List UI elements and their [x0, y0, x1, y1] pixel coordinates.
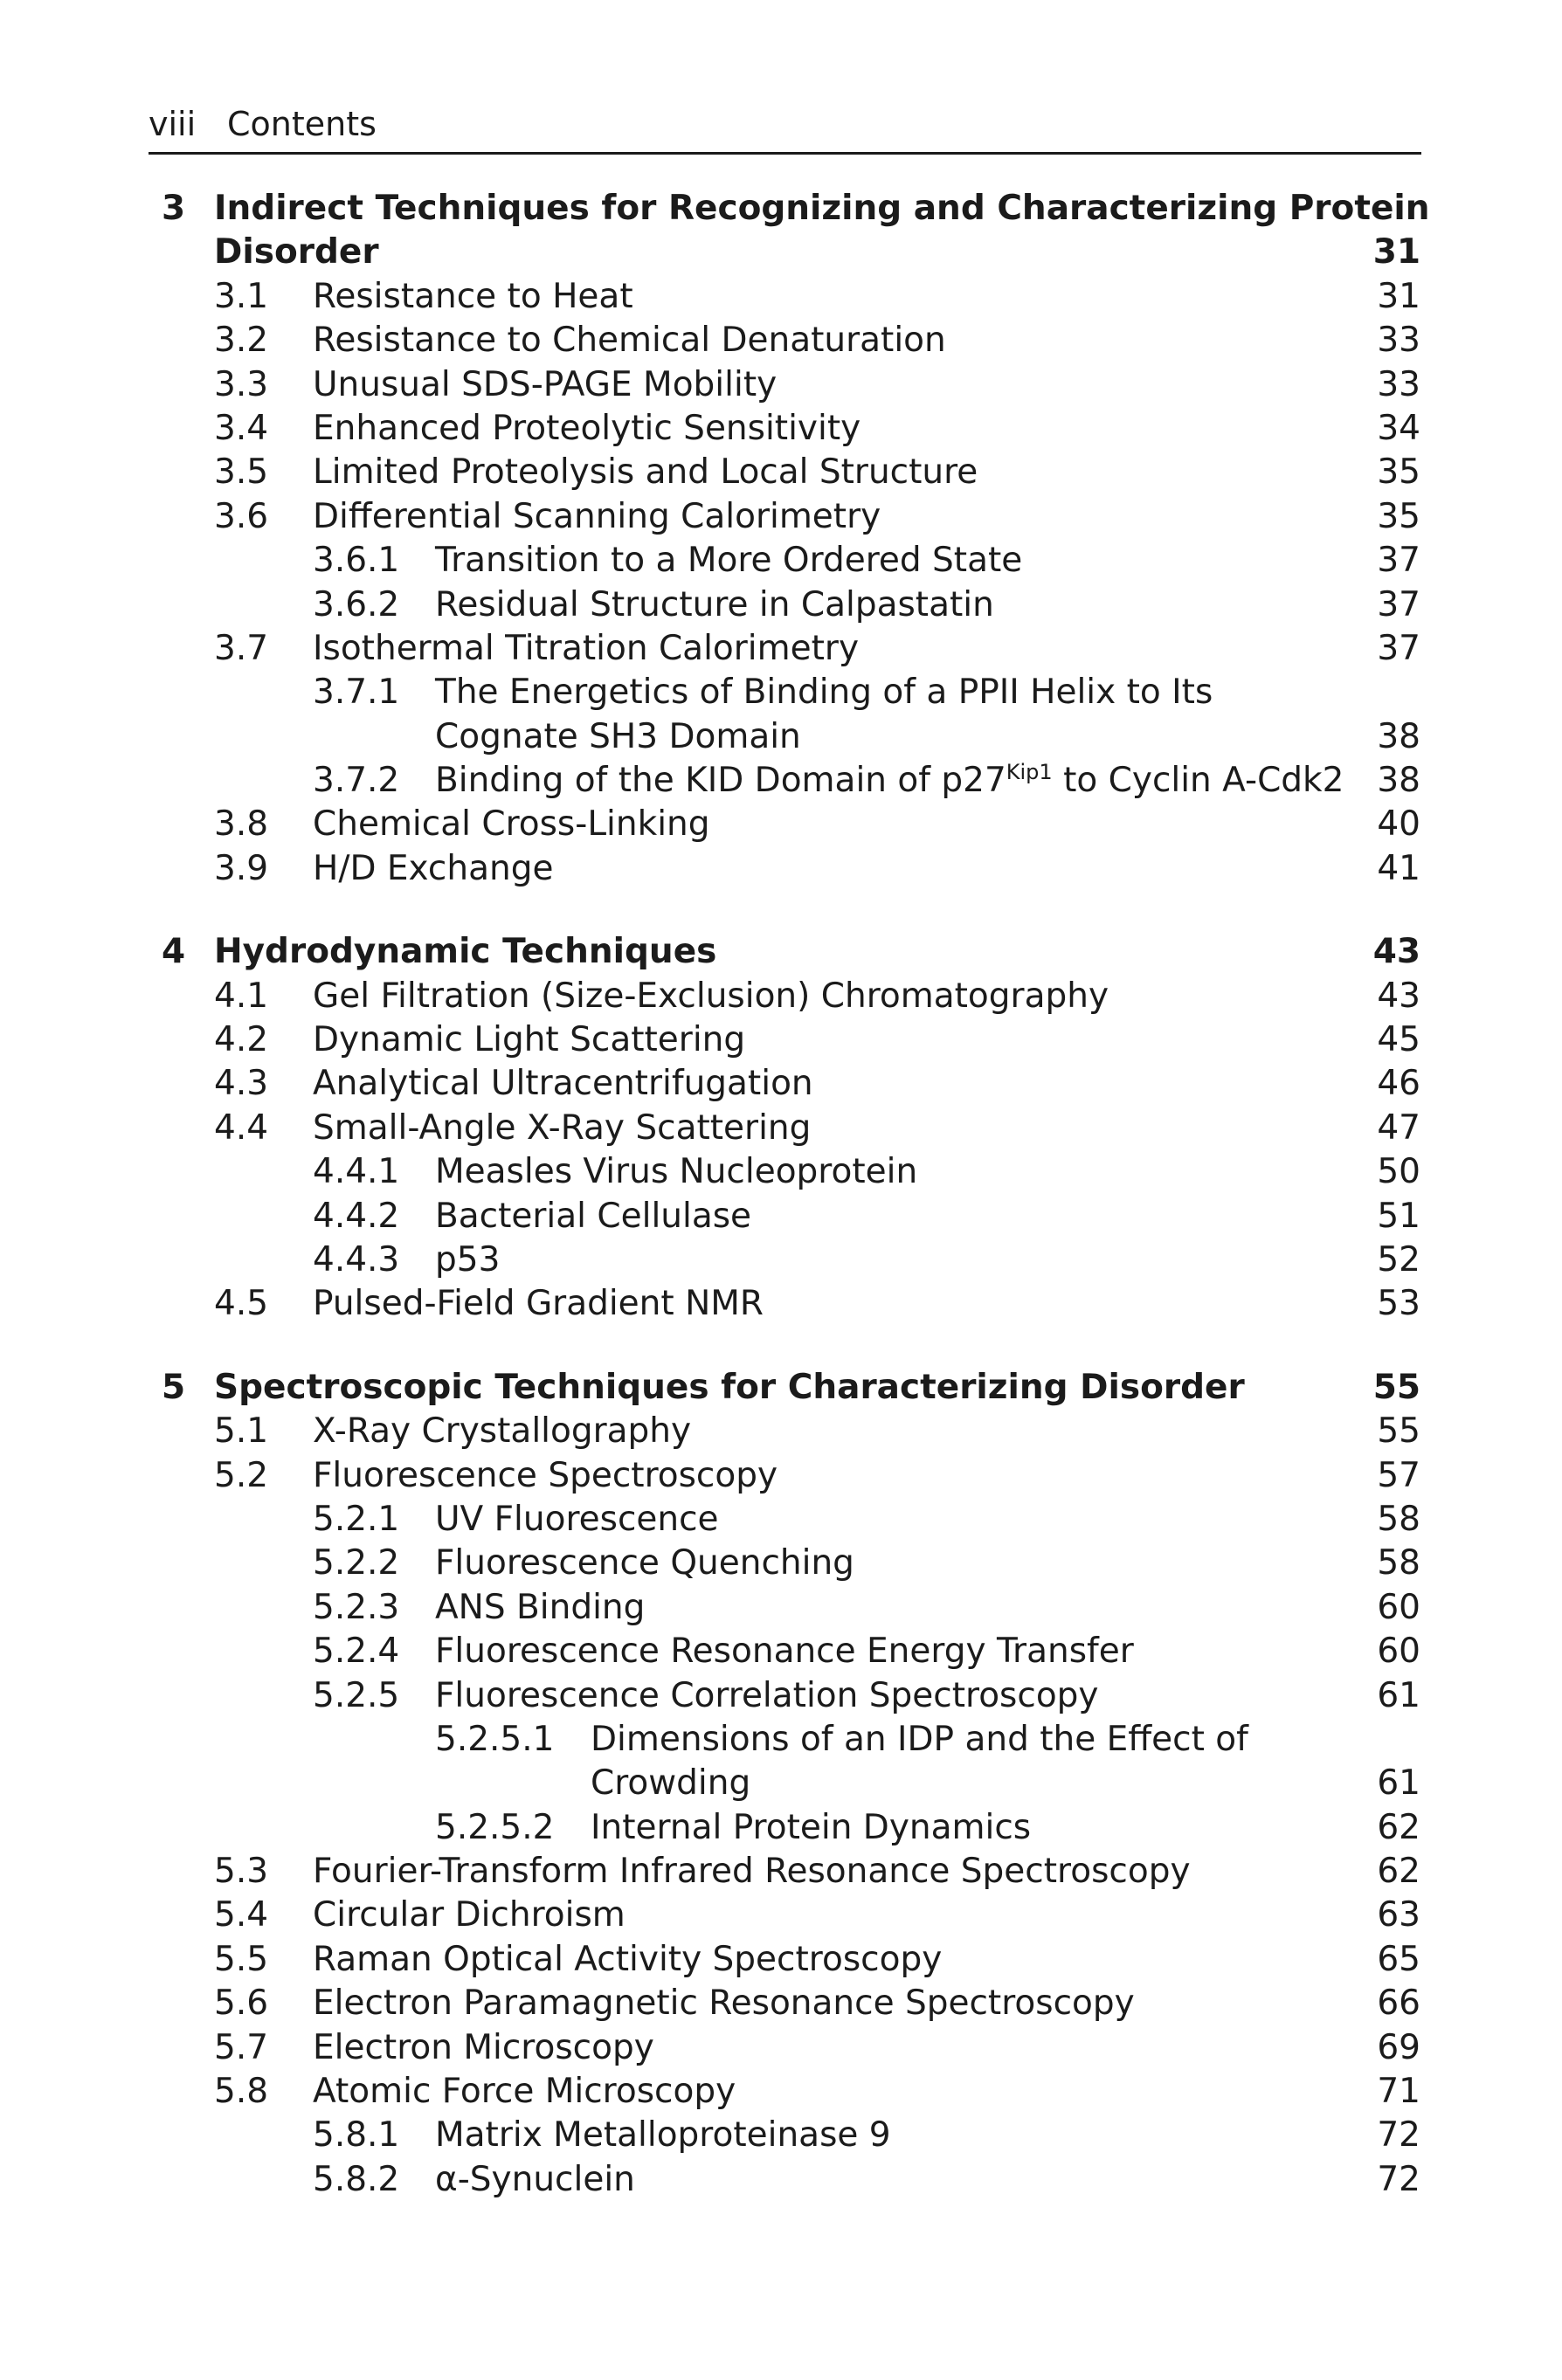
page-ref: 41	[1377, 848, 1420, 888]
section-number: 5.7	[214, 2027, 269, 2067]
toc-entry-5-2-3[interactable]	[0, 1586, 1562, 1630]
section-number: 3.9	[214, 848, 269, 888]
section-title: Raman Optical Activity Spectroscopy	[313, 1939, 943, 1979]
toc-chapter-4[interactable]	[0, 930, 1562, 974]
toc-entry-3-7-2[interactable]	[0, 759, 1562, 803]
section-number: 5.2.5.1	[435, 1719, 555, 1759]
chapter-title-cont: Disorder	[214, 232, 379, 272]
section-number: 3.7.2	[313, 761, 400, 801]
section-title: Transition to a More Ordered State	[435, 541, 1023, 581]
section-number: 4.3	[214, 1064, 269, 1104]
section-number: 5.8.1	[313, 2115, 400, 2156]
toc-entry-3-1[interactable]	[0, 275, 1562, 319]
section-title: Limited Proteolysis and Local Structure	[313, 452, 978, 493]
page-ref: 58	[1377, 1499, 1420, 1539]
section-number: 5.2.2	[313, 1543, 400, 1583]
toc-entry-5-3[interactable]	[0, 1850, 1562, 1894]
page-ref: 31	[1377, 276, 1420, 316]
section-number: 5.8.2	[313, 2159, 400, 2199]
toc-chapter-3[interactable]	[0, 187, 1562, 231]
page-ref: 51	[1377, 1196, 1420, 1236]
page-title: Contents	[227, 105, 377, 143]
page-ref: 31	[1372, 232, 1420, 272]
section-title: The Energetics of Binding of a PPII Helix to Its	[435, 673, 1213, 713]
section-number: 5.3	[214, 1852, 269, 1892]
page-ref: 62	[1377, 1807, 1420, 1847]
page-ref: 40	[1377, 804, 1420, 845]
chapter-title: Spectroscopic Techniques for Characterizing Disorder	[214, 1367, 1245, 1407]
page-ref: 63	[1377, 1895, 1420, 1935]
toc-entry-4-4-1[interactable]	[0, 1150, 1562, 1194]
section-title: Analytical Ultracentrifugation	[313, 1064, 813, 1104]
toc-entry-3-2[interactable]	[0, 319, 1562, 362]
page-ref: 34	[1377, 408, 1420, 448]
toc-entry-3-7[interactable]	[0, 627, 1562, 671]
toc-entry-5-1[interactable]	[0, 1410, 1562, 1453]
toc-entry-5-5[interactable]	[0, 1938, 1562, 1982]
page-ref: 69	[1377, 2027, 1420, 2067]
page-ref: 72	[1377, 2159, 1420, 2199]
section-number: 3.8	[214, 804, 269, 845]
running-header	[149, 103, 1421, 155]
chapter-title: Indirect Techniques for Recognizing and Characterizing Protein	[214, 189, 1430, 228]
toc-entry-3-9[interactable]	[0, 847, 1562, 891]
section-title: Fourier-Transform Infrared Resonance Spectroscopy	[313, 1852, 1191, 1892]
section-number: 5.2.3	[313, 1587, 400, 1627]
section-number: 3.6	[214, 496, 269, 536]
page-ref: 58	[1377, 1543, 1420, 1583]
toc-entry-4-1[interactable]	[0, 975, 1562, 1018]
toc-entry-5-2[interactable]	[0, 1454, 1562, 1498]
section-number: 5.1	[214, 1411, 269, 1452]
section-title: Fluorescence Resonance Energy Transfer	[435, 1632, 1134, 1672]
section-title: Resistance to Heat	[313, 276, 633, 316]
table-of-contents	[0, 187, 1562, 2202]
toc-entry-3-3[interactable]	[0, 363, 1562, 407]
toc-entry-5-6[interactable]	[0, 1982, 1562, 2025]
toc-entry-4-4-2[interactable]	[0, 1195, 1562, 1238]
section-title: Matrix Metalloproteinase 9	[435, 2115, 891, 2156]
page-ref: 43	[1377, 976, 1420, 1016]
section-title: Atomic Force Microscopy	[313, 2072, 736, 2112]
section-number: 5.2.5.2	[435, 1807, 555, 1847]
section-title: Enhanced Proteolytic Sensitivity	[313, 408, 861, 448]
page-ref: 60	[1377, 1587, 1420, 1627]
toc-entry-5-7[interactable]	[0, 2026, 1562, 2070]
page-ref: 37	[1377, 541, 1420, 581]
page-ref: 43	[1372, 932, 1420, 972]
page-ref: 37	[1377, 628, 1420, 668]
section-title: Fluorescence Spectroscopy	[313, 1455, 778, 1495]
page-number: viii	[149, 105, 197, 143]
section-number: 5.8	[214, 2072, 269, 2112]
toc-entry-5-2-5[interactable]	[0, 1674, 1562, 1718]
section-title: X-Ray Crystallography	[313, 1411, 692, 1452]
toc-entry-4-2[interactable]	[0, 1018, 1562, 1062]
section-number: 3.2	[214, 321, 269, 361]
page-ref: 45	[1377, 1020, 1420, 1060]
section-title: Fluorescence Correlation Spectroscopy	[435, 1675, 1099, 1715]
section-number: 4.4.1	[313, 1152, 400, 1192]
section-number: 5.6	[214, 1983, 269, 2024]
page-ref: 60	[1377, 1632, 1420, 1672]
page-ref: 33	[1377, 321, 1420, 361]
section-title: Circular Dichroism	[313, 1895, 625, 1935]
section-title	[435, 759, 1344, 803]
section-number: 4.5	[214, 1284, 269, 1324]
section-title: H/D Exchange	[313, 848, 554, 888]
toc-entry-5-8-1[interactable]	[0, 2114, 1562, 2157]
toc-entry-5-2-5-1[interactable]	[0, 1718, 1562, 1762]
section-title: ANS Binding	[435, 1587, 646, 1627]
section-title: p53	[435, 1239, 501, 1280]
page-ref: 57	[1377, 1455, 1420, 1495]
section-number: 5.2.5	[313, 1675, 400, 1715]
section-title: Bacterial Cellulase	[435, 1196, 752, 1236]
section-number: 4.1	[214, 976, 269, 1016]
section-number: 4.4.2	[313, 1196, 400, 1236]
toc-entry-5-2-2[interactable]	[0, 1542, 1562, 1585]
page-ref: 33	[1377, 364, 1420, 404]
section-title: Fluorescence Quenching	[435, 1543, 854, 1583]
section-number: 5.2.1	[313, 1499, 400, 1539]
page-ref: 61	[1377, 1675, 1420, 1715]
toc-entry-5-2-1[interactable]	[0, 1498, 1562, 1542]
toc-entry-3-7-1-cont[interactable]	[0, 715, 1562, 759]
page-ref: 47	[1377, 1107, 1420, 1148]
page-ref: 72	[1377, 2115, 1420, 2156]
section-number: 4.4.3	[313, 1239, 400, 1280]
section-title: Pulsed-Field Gradient NMR	[313, 1284, 764, 1324]
toc-entry-5-4[interactable]	[0, 1894, 1562, 1937]
toc-entry-5-8-2[interactable]	[0, 2158, 1562, 2202]
section-title: Residual Structure in Calpastatin	[435, 584, 994, 624]
superscript: Kip1	[1006, 760, 1053, 785]
toc-entry-3-6[interactable]	[0, 495, 1562, 539]
section-title: Gel Filtration (Size-Exclusion) Chromatography	[313, 976, 1109, 1016]
section-number: 3.6.1	[313, 541, 400, 581]
section-title: Differential Scanning Calorimetry	[313, 496, 881, 536]
section-title: Dynamic Light Scattering	[313, 1020, 746, 1060]
section-number: 3.3	[214, 364, 269, 404]
page-ref: 38	[1377, 761, 1420, 801]
section-title: Measles Virus Nucleoprotein	[435, 1152, 918, 1192]
toc-entry-3-6-1[interactable]	[0, 539, 1562, 583]
toc-entry-4-4[interactable]	[0, 1107, 1562, 1150]
page-ref: 37	[1377, 584, 1420, 624]
chapter-number: 5	[162, 1367, 186, 1407]
toc-chapter-3-cont[interactable]	[0, 231, 1562, 274]
section-number: 3.7.1	[313, 673, 400, 713]
section-title: Internal Protein Dynamics	[591, 1807, 1032, 1847]
toc-entry-5-2-5-2[interactable]	[0, 1806, 1562, 1850]
toc-entry-5-8[interactable]	[0, 2070, 1562, 2114]
section-number: 4.4	[214, 1107, 269, 1148]
section-title: Chemical Cross-Linking	[313, 804, 710, 845]
toc-entry-3-8[interactable]	[0, 803, 1562, 846]
section-title: α-Synuclein	[435, 2159, 635, 2199]
section-number: 5.5	[214, 1939, 269, 1979]
section-number: 3.4	[214, 408, 269, 448]
toc-entry-3-5[interactable]	[0, 451, 1562, 494]
page-ref: 52	[1377, 1239, 1420, 1280]
chapter-title: Hydrodynamic Techniques	[214, 932, 717, 972]
toc-entry-3-4[interactable]	[0, 407, 1562, 451]
chapter-number: 4	[162, 932, 186, 972]
section-title: Electron Microscopy	[313, 2027, 654, 2067]
section-title-cont: Crowding	[591, 1763, 751, 1804]
page-ref: 46	[1377, 1064, 1420, 1104]
page-ref: 53	[1377, 1284, 1420, 1324]
section-title: Isothermal Titration Calorimetry	[313, 628, 860, 668]
section-number: 3.5	[214, 452, 269, 493]
chapter-number: 3	[162, 189, 186, 228]
page-ref: 55	[1377, 1411, 1420, 1452]
section-title: UV Fluorescence	[435, 1499, 719, 1539]
section-title: Small-Angle X-Ray Scattering	[313, 1107, 812, 1148]
toc-entry-3-7-1[interactable]	[0, 671, 1562, 714]
section-number: 5.2	[214, 1455, 269, 1495]
page-ref: 35	[1377, 452, 1420, 493]
page-ref: 62	[1377, 1852, 1420, 1892]
page-ref: 38	[1377, 716, 1420, 756]
toc-entry-3-6-2[interactable]	[0, 583, 1562, 627]
page-ref: 71	[1377, 2072, 1420, 2112]
section-number: 5.4	[214, 1895, 269, 1935]
toc-entry-4-3[interactable]	[0, 1062, 1562, 1106]
toc-chapter-5[interactable]	[0, 1366, 1562, 1410]
page-ref: 50	[1377, 1152, 1420, 1192]
section-title: Resistance to Chemical Denaturation	[313, 321, 946, 361]
page-ref: 66	[1377, 1983, 1420, 2024]
page-ref: 55	[1372, 1367, 1420, 1407]
title-text-end: to Cyclin A-Cdk2	[1052, 761, 1344, 801]
section-title: Electron Paramagnetic Resonance Spectroscopy	[313, 1983, 1135, 2024]
section-number: 3.6.2	[313, 584, 400, 624]
section-title: Unusual SDS-PAGE Mobility	[313, 364, 778, 404]
section-number: 5.2.4	[313, 1632, 400, 1672]
toc-entry-4-5[interactable]	[0, 1282, 1562, 1326]
title-text: Binding of the KID Domain of p27	[435, 761, 1006, 801]
toc-entry-4-4-3[interactable]	[0, 1238, 1562, 1282]
toc-entry-5-2-4[interactable]	[0, 1630, 1562, 1673]
section-title-cont: Cognate SH3 Domain	[435, 716, 801, 756]
page-ref: 61	[1377, 1763, 1420, 1804]
page-ref: 65	[1377, 1939, 1420, 1979]
toc-entry-5-2-5-1-cont[interactable]	[0, 1762, 1562, 1805]
section-number: 3.1	[214, 276, 269, 316]
page-ref: 35	[1377, 496, 1420, 536]
section-number: 3.7	[214, 628, 269, 668]
section-title: Dimensions of an IDP and the Effect of	[591, 1719, 1248, 1759]
section-number: 4.2	[214, 1020, 269, 1060]
